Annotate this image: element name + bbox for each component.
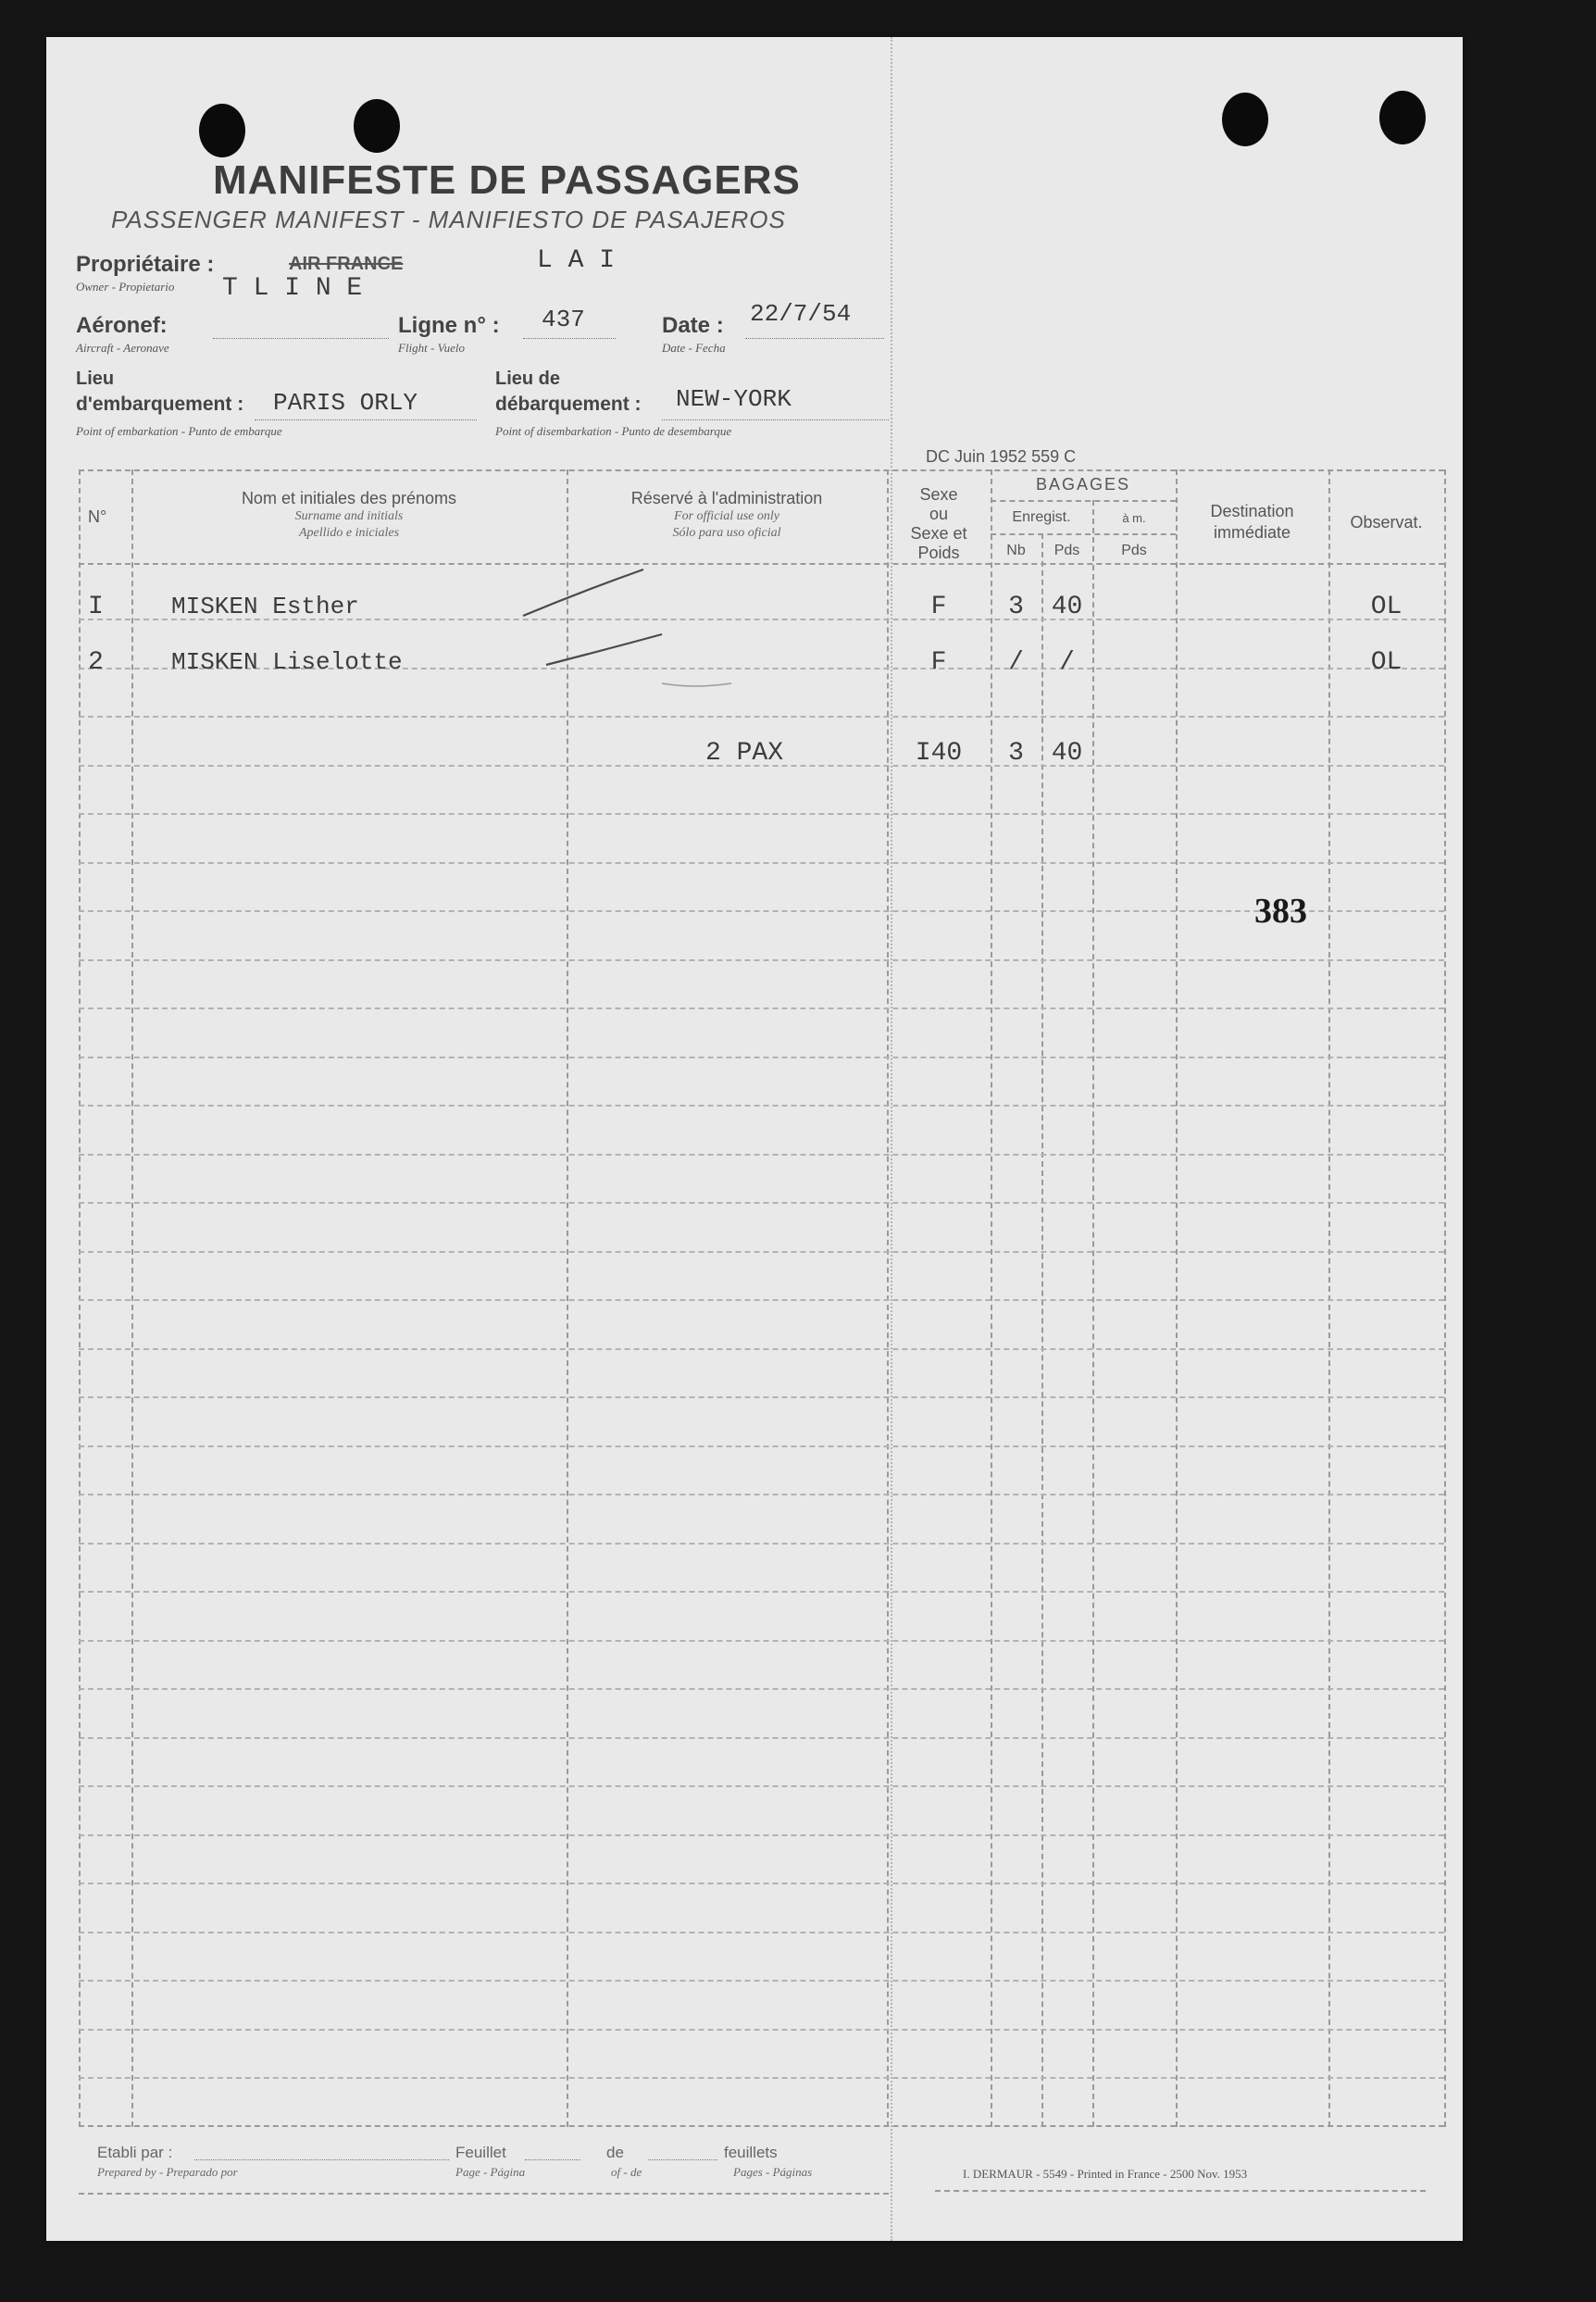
table-row-line: [79, 910, 1444, 912]
col-header-destination-2: immédiate: [1213, 523, 1291, 542]
col-header-name-es: Apellido e iniciales: [298, 526, 400, 540]
table-row-line: [79, 1396, 1444, 1398]
footer-line-right: [935, 2190, 1426, 2192]
total-sex: I40: [915, 739, 963, 768]
page-title: MANIFESTE DE PASSAGERS: [213, 157, 801, 203]
disembarkation-label: Lieu de: [495, 369, 561, 389]
footer-prepared-by-sub: Prepared by - Preparado por: [97, 2165, 238, 2179]
table-row-line: [79, 2029, 1444, 2031]
owner-label: Propriétaire :: [76, 252, 215, 277]
col-header-carried-pds: Pds: [1121, 543, 1147, 558]
flight-sublabel: Flight - Vuelo: [398, 341, 465, 355]
footer-of-underline: [648, 2159, 717, 2160]
table-row-line: [79, 1007, 1444, 1009]
date-sublabel: Date - Fecha: [662, 341, 726, 355]
table-row-line: [79, 2077, 1444, 2079]
col-header-no: N°: [88, 507, 107, 526]
printer-imprint: I. DERMAUR - 5549 - Printed in France - 2500 Nov. 1953: [963, 2167, 1248, 2181]
table-row-line: [79, 1494, 1444, 1495]
col-header-name-en: Surname and initials: [294, 509, 404, 523]
table-row-line: [79, 1057, 1444, 1058]
table-row-line: [79, 862, 1444, 864]
col-header-baggage: BAGAGES: [1035, 475, 1131, 494]
col-header-admin-es: Sólo para uso oficial: [672, 526, 781, 540]
owner-typed-value: L A I: [537, 246, 616, 275]
aircraft-sublabel: Aircraft - Aeronave: [76, 341, 169, 355]
date-value: 22/7/54: [750, 300, 852, 328]
footer-prepared-by: Etabli par :: [97, 2144, 173, 2161]
aircraft-label: Aéronef:: [76, 313, 168, 338]
owner-printed-value: AIR FRANCE: [289, 254, 404, 274]
total-pds: 40: [1051, 739, 1083, 768]
footer-sheet: Feuillet: [455, 2144, 506, 2161]
table-row-line: [79, 1883, 1444, 1884]
embarkation-sublabel: Point of embarkation - Punto de embarque: [76, 424, 282, 438]
col-header-name: Nom et initiales des prénoms: [241, 489, 457, 507]
row-2-sex: F: [930, 648, 947, 677]
table-row-line: [79, 1348, 1444, 1350]
disembarkation-sublabel: Point of disembarkation - Punto de desembarque: [495, 424, 732, 438]
row-1-pds: 40: [1051, 593, 1083, 621]
footer-sheets-sub: Pages - Páginas: [733, 2165, 813, 2179]
table-row-line: [79, 1640, 1444, 1642]
col-header-sex-4: Poids: [917, 544, 960, 562]
owner-typed-value-2: T L I N E: [222, 274, 363, 303]
col-header-sex-2: ou: [929, 505, 949, 523]
footer-prepared-underline: [194, 2159, 449, 2160]
embarkation-label-2: d'embarquement :: [76, 394, 244, 415]
row-2-pds: /: [1059, 648, 1075, 677]
table-row-line: [79, 1543, 1444, 1545]
table-row-line: [79, 1785, 1444, 1787]
col-header-sex-3: Sexe et: [910, 524, 967, 543]
table-bottom-line: [79, 2125, 1444, 2127]
table-row-line: [79, 1299, 1444, 1301]
total-nb: 3: [1008, 739, 1024, 768]
table-row-line: [79, 959, 1444, 961]
table-row-line: [79, 1688, 1444, 1690]
form-code: DC Juin 1952 559 C: [926, 447, 1077, 466]
row-2-name: MISKEN Liselotte: [171, 648, 403, 676]
col-header-observations: Observat.: [1350, 513, 1423, 532]
footer-of: de: [606, 2144, 624, 2161]
table-row-line: [79, 813, 1444, 815]
embarkation-label: Lieu: [76, 369, 115, 389]
page-subtitle: PASSENGER MANIFEST - MANIFIESTO DE PASAJEROS: [111, 206, 786, 233]
manifest-sheet: [46, 37, 1463, 2241]
flight-label: Ligne n° :: [398, 313, 500, 338]
row-2-obs: OL: [1370, 648, 1403, 677]
col-header-nb: Nb: [1006, 543, 1026, 558]
table-row-line: [79, 1980, 1444, 1982]
table-row-line: [79, 1154, 1444, 1156]
row-1-name: MISKEN Esther: [171, 593, 359, 620]
col-header-sex: Sexe: [919, 485, 958, 504]
row-2-no: 2: [88, 648, 104, 677]
table-row-line: [79, 1932, 1444, 1933]
footer-line: [79, 2193, 889, 2195]
disembarkation-value: NEW-YORK: [676, 385, 792, 413]
row-1-sex: F: [930, 593, 947, 621]
row-1-nb: 3: [1008, 593, 1024, 621]
table-row-line: [79, 1202, 1444, 1204]
col-header-admin: Réservé à l'administration: [630, 489, 823, 507]
owner-sublabel: Owner - Propietario: [76, 280, 175, 294]
table-row-line: [79, 1737, 1444, 1739]
row-2-nb: /: [1008, 648, 1024, 677]
col-header-destination: Destination: [1210, 502, 1294, 520]
row-1-no: I: [88, 593, 104, 621]
table-row-line: [79, 1251, 1444, 1253]
table-row-line: [79, 1834, 1444, 1836]
footer-sheet-underline: [525, 2159, 580, 2160]
handwritten-strokes: [46, 37, 1463, 778]
date-label: Date :: [662, 313, 724, 338]
footer-sheets: feuillets: [724, 2144, 778, 2161]
col-header-pds: Pds: [1054, 543, 1080, 558]
embarkation-value: PARIS ORLY: [273, 389, 418, 417]
col-header-carried: à m.: [1122, 511, 1146, 525]
table-row-line: [79, 1445, 1444, 1447]
col-header-admin-en: For official use only: [674, 509, 779, 523]
flight-value: 437: [542, 306, 585, 333]
footer-of-sub: of - de: [611, 2165, 642, 2179]
footer-sheet-sub: Page - Página: [455, 2165, 526, 2179]
disembarkation-label-2: débarquement :: [495, 394, 642, 415]
total-admin: 2 PAX: [705, 739, 784, 768]
table-row-line: [79, 1591, 1444, 1593]
table-row-line: [79, 1105, 1444, 1107]
col-header-registered: Enregist.: [1012, 509, 1071, 525]
stamp-number: 383: [1254, 892, 1307, 931]
row-1-obs: OL: [1370, 593, 1403, 621]
